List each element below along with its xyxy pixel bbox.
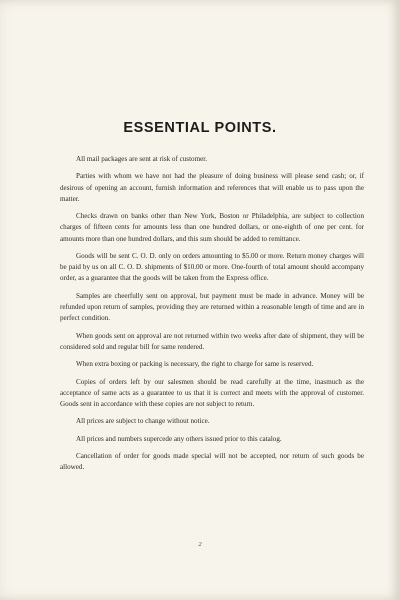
paragraph-salesmen-orders: Copies of orders left by our salesmen should be read carefully at the time, inasmuch as the acceptance of same acts as a guarantee to us that it is correct and meets with the approval of customer. Goods sent in accordance with these copies are not subject to return.	[60, 377, 364, 408]
paragraph-mail-risk: All mail packages are sent at risk of customer.	[76, 155, 207, 163]
paragraph-cod: Goods will be sent C. O. D. only on orders amounting to $5.00 or more. Return money charges will be paid by us on all C. O. D. shipments of $10.00 or more. One-fourth of total amount should accompany order, as a guarantee that the goods will be taken from the Express office.	[60, 251, 364, 283]
paragraph-price-change: All prices are subject to change without notice.	[76, 417, 210, 426]
paragraph-samples: Samples are cheerfully sent on approval, but payment must be made in advance. Money will be refunded upon return of samples, providing they are returned within a reasonable length of time and are in perfect condition.	[60, 291, 364, 323]
paragraph-approval-return: When goods sent on approval are not returned within two weeks after date of shipment, they will be considered sold and regular bill for same rendered.	[60, 331, 364, 351]
page-title: ESSENTIAL POINTS.	[123, 120, 277, 136]
paragraph-new-customers: Parties with whom we have not had the pleasure of doing business will please send cash; or, if desirous of opening an account, furnish information and references that will enable us to pass upon the matter.	[60, 172, 364, 203]
paragraph-prices-supercede: All prices and numbers supercede any others issued prior to this catalog.	[76, 434, 282, 443]
page-number: 2	[198, 541, 202, 548]
paragraph-checks: Checks drawn on banks other than New York, Boston or Philadelphia, are subject to collection charges of fifteen cents for amounts less than one hundred dollars, or one-eighth of one per cent. for amounts more than one hundred dollars, and this sum should be added to remittance.	[60, 212, 364, 243]
paragraph-cancellation: Cancellation of order for goods made special will not be accepted, nor return of such goods be allowed.	[60, 452, 364, 472]
terms-body	[60, 154, 364, 480]
paragraph-packing: When extra boxing or packing is necessary, the right to charge for same is reserved.	[76, 360, 314, 369]
